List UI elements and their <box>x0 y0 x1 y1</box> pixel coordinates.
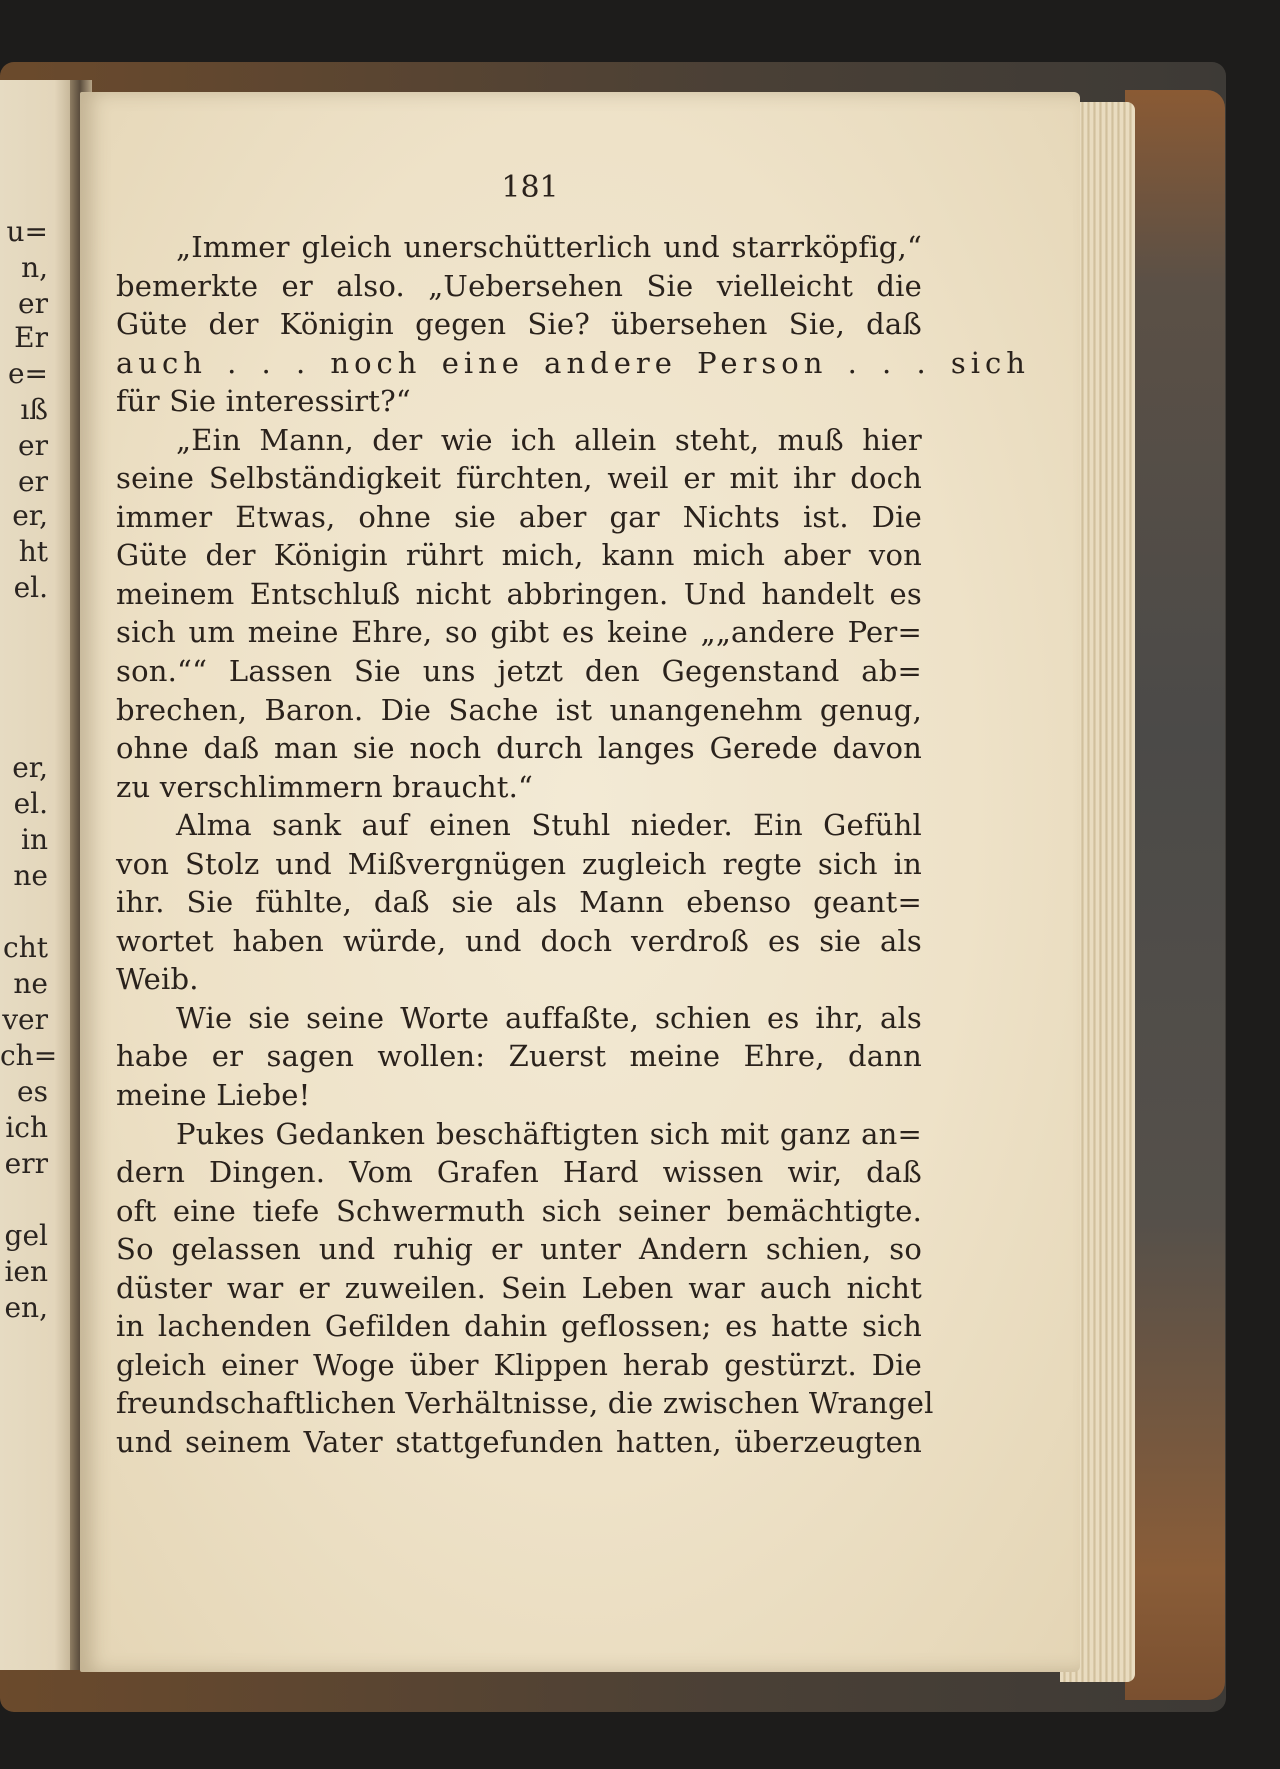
text-line: gleich einer Woge über Klippen herab gestürzt. Die <box>116 1347 922 1382</box>
text-line: meine Liebe! <box>116 1078 311 1113</box>
text-line: dern Dingen. Vom Grafen Hard wissen wir, daß <box>116 1155 922 1190</box>
text-line: meinem Entschluß nicht abbringen. Und handelt es <box>116 576 922 611</box>
page-text <box>116 228 1030 1462</box>
facing-page-fragment: ien <box>4 1255 48 1288</box>
text-line: seine Selbständigkeit fürchten, weil er mit ihr doch <box>116 461 922 496</box>
text-line: So gelassen und ruhig er unter Andern schien, so <box>116 1232 922 1267</box>
text-line: Güte der Königin rührt mich, kann mich aber von <box>116 538 922 573</box>
facing-page-fragment: ıß <box>20 393 48 426</box>
facing-page-fragment: el. <box>13 571 48 604</box>
facing-page <box>0 80 78 1670</box>
facing-page-fragment: ne <box>13 859 48 892</box>
facing-page-fragment: en, <box>4 1291 48 1324</box>
facing-page-fragment: ich <box>5 1111 48 1144</box>
facing-page-fragment: err <box>4 1147 48 1180</box>
facing-page-fragment: u= <box>6 215 48 248</box>
text-line: ohne daß man sie noch durch langes Gerede davon <box>116 731 922 766</box>
facing-page-fragment: er <box>18 429 48 462</box>
facing-page-fragment: e= <box>7 357 48 390</box>
text-line: zu verschlimmern braucht.“ <box>116 769 534 804</box>
facing-page-fragment: er, <box>12 751 48 784</box>
text-line: auch . . . noch eine andere Person . . . sich <box>116 345 1030 380</box>
facing-page-fragment: es <box>17 1075 48 1108</box>
facing-page-fragment: er <box>18 287 48 320</box>
facing-page-fragment: n, <box>21 251 48 284</box>
facing-page-fragment: ht <box>18 535 48 568</box>
text-line: ihr. Sie fühlte, daß sie als Mann ebenso geant= <box>116 885 922 920</box>
text-line: wortet haben würde, und doch verdroß es sie als <box>116 923 922 958</box>
facing-page-fragment: er, <box>12 499 48 532</box>
facing-page-fragment: ne <box>13 967 48 1000</box>
text-line: sich um meine Ehre, so gibt es keine „„andere Per= <box>116 615 922 650</box>
text-line: son.““ Lassen Sie uns jetzt den Gegenstand ab= <box>116 654 922 689</box>
text-line: von Stolz und Mißvergnügen zugleich regte sich in <box>116 846 922 881</box>
text-line: Güte der Königin gegen Sie? übersehen Sie, daß <box>116 307 922 342</box>
text-line: immer Etwas, ohne sie aber gar Nichts ist. Die <box>116 499 922 534</box>
text-line: brechen, Baron. Die Sache ist unangenehm genug, <box>116 692 922 727</box>
facing-page-fragment: cht <box>3 931 48 964</box>
text-line: Pukes Gedanken beschäftigten sich mit ganz an= <box>176 1116 922 1151</box>
text-line: Wie sie seine Worte auffaßte, schien es ihr, als <box>176 1000 922 1035</box>
text-line: freundschaftlichen Verhältnisse, die zwischen Wrangel <box>116 1386 934 1421</box>
text-line: „Ein Mann, der wie ich allein steht, muß hier <box>176 422 922 457</box>
cover-edge <box>1125 90 1225 1700</box>
page-number: 181 <box>501 170 559 205</box>
text-line: und seinem Vater stattgefunden hatten, überzeugten <box>116 1424 922 1459</box>
facing-page-fragment: er <box>18 465 48 498</box>
facing-page-fragment: in <box>21 823 48 856</box>
text-line: in lachenden Gefilden dahin geflossen; es hatte sich <box>116 1309 922 1344</box>
text-line: bemerkte er also. „Uebersehen Sie vielleicht die <box>116 268 922 303</box>
text-line: oft eine tiefe Schwermuth sich seiner bemächtigte. <box>116 1193 922 1228</box>
facing-page-fragment: el. <box>13 787 48 820</box>
text-line: für Sie interessirt?“ <box>116 384 411 419</box>
facing-page-fragment: gel <box>4 1219 48 1252</box>
text-line: Alma sank auf einen Stuhl nieder. Ein Gefühl <box>176 808 922 843</box>
text-line: „Immer gleich unerschütterlich und starrköpfig,“ <box>176 230 922 264</box>
text-line: habe er sagen wollen: Zuerst meine Ehre, dann <box>116 1039 922 1074</box>
facing-page-fragment: ch= <box>0 1039 58 1072</box>
facing-page-fragment: Er <box>14 321 48 354</box>
facing-page-fragment: ver <box>2 1003 48 1036</box>
text-line: Weib. <box>116 962 199 997</box>
text-line: düster war er zuweilen. Sein Leben war auch nicht <box>116 1270 922 1305</box>
